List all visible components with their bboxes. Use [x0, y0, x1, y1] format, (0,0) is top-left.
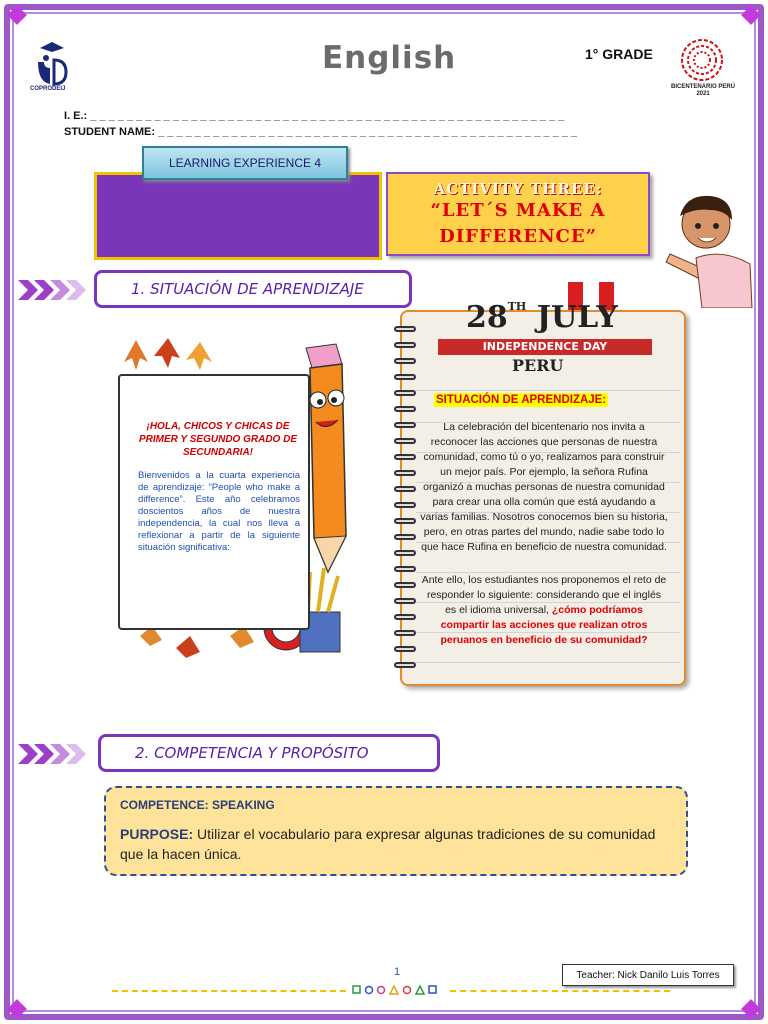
- notebook-line: [416, 662, 680, 663]
- date-month: JULY: [536, 300, 618, 335]
- bicentenario-logo-text: BICENTENARIO PERÚ 2021: [670, 84, 735, 97]
- spiral-ring: [394, 550, 416, 556]
- spiral-ring: [394, 326, 416, 332]
- student-name-field[interactable]: STUDENT NAME: _ _ _ _ _ _ _ _ _ _ _ _ _ _ _ _ _ _ _ _ _ _ _ _ _ _ _ _ _ _ _ _ _ _ _ _ _ _ _ _ _ _ _ _ _ _: [64, 126, 578, 138]
- country-label: PERU: [512, 356, 564, 375]
- notebook-line: [416, 390, 680, 391]
- scroll-body-text: Bienvenidos a la cuarta experiencia de aprendizaje: “People who make a difference”. Este año celebramos doscientos años de nuestra independencia, la cual nos lleva a reflexionar a partir de la siguiente situación significativa:: [138, 470, 300, 553]
- situation-paragraph-2-text: Ante ello, los estudiantes nos proponemos el reto de responder lo siguiente: considerando que el inglés es el idioma universal,: [421, 574, 667, 616]
- spiral-ring: [394, 598, 416, 604]
- spiral-ring: [394, 390, 416, 396]
- teacher-label: Teacher: Nick Danilo Luis Torres: [562, 964, 734, 986]
- boy-waving-illustration: [662, 188, 754, 308]
- learning-experience-badge: LEARNING EXPERIENCE 4: [142, 146, 348, 180]
- purple-banner: [94, 172, 382, 260]
- date-day: 28: [466, 300, 508, 335]
- purpose-line: [120, 824, 672, 864]
- activity-title-line2: DIFFERENCE”: [439, 226, 597, 247]
- footer-divider: [112, 990, 346, 992]
- date-suffix: TH: [507, 300, 527, 313]
- independence-date: [466, 300, 618, 335]
- competence-label: COMPETENCE: SPEAKING: [120, 798, 275, 812]
- section-header-competencia: 2. COMPETENCIA Y PROPÓSITO: [98, 734, 440, 772]
- spiral-ring: [394, 406, 416, 412]
- section-arrows-icon: [18, 740, 90, 768]
- spiral-ring: [394, 614, 416, 620]
- spiral-ring: [394, 566, 416, 572]
- purpose-label: PURPOSE:: [120, 826, 194, 842]
- spiral-ring: [394, 518, 416, 524]
- spiral-ring: [394, 582, 416, 588]
- page-number: 1: [394, 966, 401, 978]
- spiral-ring: [394, 438, 416, 444]
- spiral-ring: [394, 470, 416, 476]
- coprodeij-logo-text: COPRODEIJ: [30, 86, 66, 92]
- school-field[interactable]: I. E.: _ _ _ _ _ _ _ _ _ _ _ _ _ _ _ _ _ _ _ _ _ _ _ _ _ _ _ _ _ _ _ _ _ _ _ _ _ _ _ _ _ _ _ _ _ _ _ _ _ _ _ _: [64, 110, 565, 122]
- spiral-ring: [394, 454, 416, 460]
- activity-number: ACTIVITY THREE:: [433, 180, 603, 198]
- purpose-text: Utilizar el vocabulario para expresar algunas tradiciones de su comunidad que la hacen única.: [120, 826, 656, 862]
- activity-box: [386, 172, 650, 256]
- scroll-greeting: ¡HOLA, CHICOS Y CHICAS DE PRIMER Y SEGUNDO GRADO DE SECUNDARIA!: [139, 421, 297, 458]
- situation-paragraph-1: La celebración del bicentenario nos invita a reconocer las acciones que personas de nuestra comunidad, como tú o yo, realizamos para construir un mejor país. Por ejemplo, la señora Rufina organizó a muchas personas de nuestra comunidad para crear una olla común que está ayudando a varias familias. Nosotros conocemos bien su historia, pero, en otras partes del mundo, nadie sabe todo lo que hace Rufina en beneficio de nuestra comunidad.: [420, 421, 668, 553]
- spiral-ring: [394, 646, 416, 652]
- spiral-ring: [394, 342, 416, 348]
- spiral-ring: [394, 374, 416, 380]
- situation-question: ¿cómo podríamos compartir las acciones que realizan otros peruanos en beneficio de su comunidad?: [440, 604, 648, 646]
- spiral-ring: [394, 630, 416, 636]
- spiral-ring: [394, 502, 416, 508]
- footer-divider: [450, 990, 670, 992]
- page-title: English: [322, 40, 457, 76]
- activity-title-line1: “LET´S MAKE A: [430, 200, 606, 221]
- situation-title: SITUACIÓN DE APRENDIZAJE:: [436, 394, 607, 406]
- grade-label: 1° GRADE: [585, 46, 653, 62]
- competence-box: [104, 786, 688, 876]
- footer-shapes-icon: [352, 984, 444, 996]
- section-header-situacion: 1. SITUACIÓN DE APRENDIZAJE: [94, 270, 412, 308]
- spiral-ring: [394, 358, 416, 364]
- spiral-ring: [394, 662, 416, 668]
- spiral-ring: [394, 534, 416, 540]
- spiral-ring: [394, 422, 416, 428]
- spiral-ring: [394, 486, 416, 492]
- section-arrows-icon: [18, 276, 90, 304]
- situation-paragraph-2: [420, 573, 668, 648]
- independence-day-banner: INDEPENDENCE DAY: [438, 339, 652, 355]
